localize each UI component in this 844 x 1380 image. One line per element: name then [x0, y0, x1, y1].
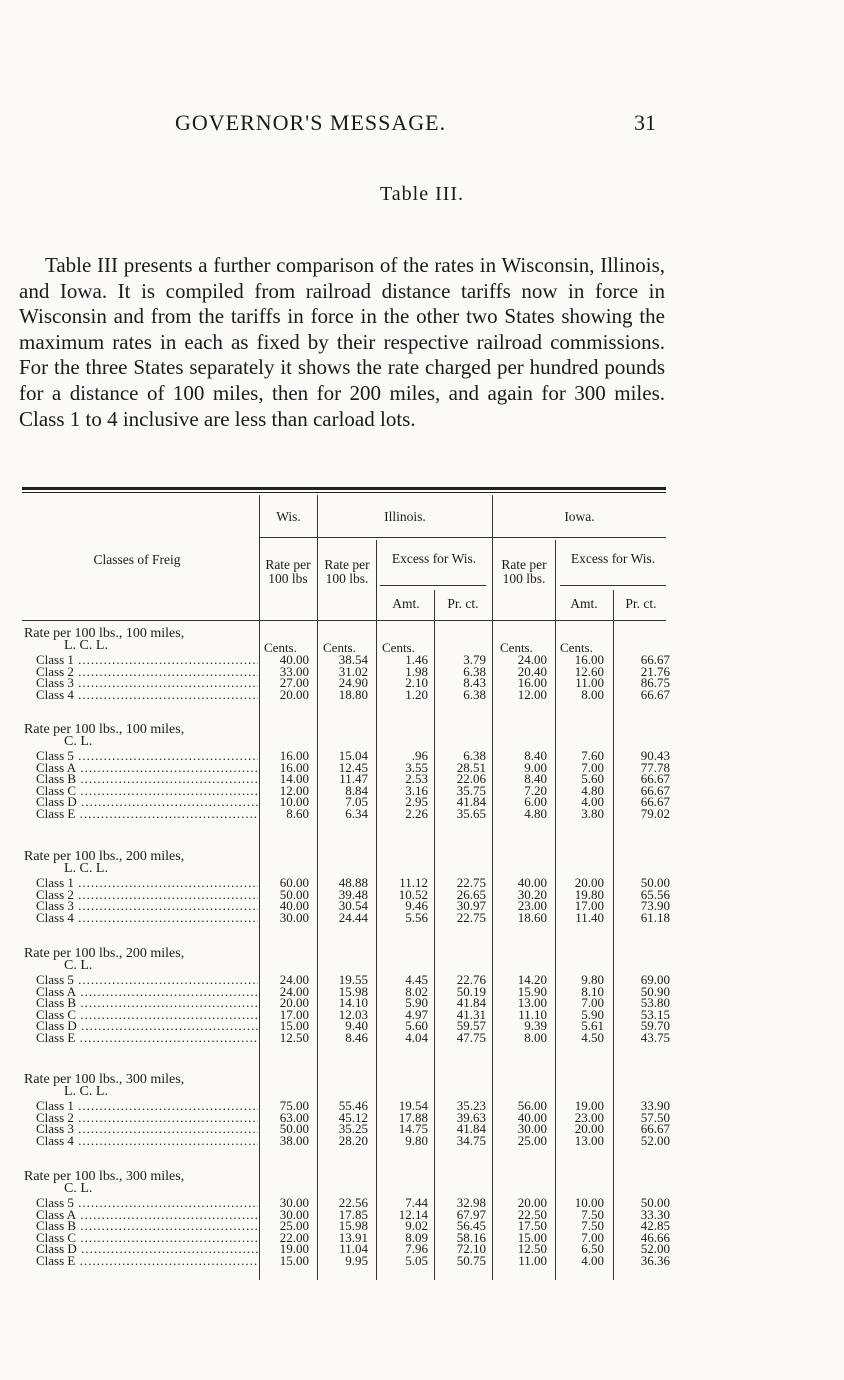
rate-cell-il: 28.20 [338, 1132, 368, 1148]
rate-cell-ia: 30.20 [517, 886, 547, 902]
rate-cell-il-amt: 9.46 [405, 898, 428, 914]
rate-cell-il: 38.54 [338, 652, 368, 667]
rate-cell-il-pct: 26.65 [456, 886, 486, 902]
freight-class-label: Class C ..... [36, 785, 258, 797]
header-rule [560, 585, 666, 586]
rate-cell-il-amt: 2.26 [405, 806, 428, 821]
section-label-line: L. C. L. [64, 1084, 108, 1099]
rate-cell-ia: 12.00 [517, 686, 547, 702]
rate-cell-il-pct: 30.97 [456, 898, 486, 914]
rate-cell-ia-amt: 7.50 [581, 1206, 604, 1222]
section-label-line: L. C. L. [64, 861, 108, 876]
rate-cell-il-pct: 41.84 [456, 995, 486, 1011]
rate-cell-ia-amt: 17.00 [574, 898, 604, 914]
freight-class-label: Class 3 ..... [36, 677, 258, 689]
rate-cell-il-pct: 22.75 [456, 875, 486, 890]
rate-cell-il-pct: 6.38 [463, 686, 486, 702]
rate-cell-il-pct: 6.38 [463, 663, 486, 679]
rate-cell-wis: 16.00 [279, 759, 309, 775]
rate-cell-il-amt: 5.90 [405, 995, 428, 1011]
table-row [0, 1032, 844, 1044]
rate-cell-wis: 8.60 [286, 806, 309, 821]
rate-cell-ia-amt: 4.00 [581, 1253, 604, 1268]
freight-class-label: Class C ..... [36, 1232, 258, 1244]
section-label-line: Rate per 100 lbs., 300 miles, [24, 1169, 185, 1184]
rate-cell-il-pct: 41.84 [456, 794, 486, 810]
rate-cell-ia-pct: 66.67 [640, 686, 670, 702]
rate-cell-wis: 40.00 [279, 652, 309, 667]
rate-cell-ia: 7.20 [524, 782, 547, 798]
section-label [24, 724, 184, 748]
illinois-rate-header: Rate per 100 lbs. [324, 557, 370, 586]
rate-cell-ia: 40.00 [517, 1109, 547, 1125]
rate-cell-ia: 8.00 [524, 1030, 547, 1045]
rate-cell-wis: 14.00 [279, 771, 309, 787]
rate-cell-wis: 30.00 [279, 1206, 309, 1222]
rate-cell-ia: 4.80 [524, 806, 547, 821]
freight-class-label: Class 4 ..... [36, 912, 258, 924]
rate-cell-il-amt: 7.96 [405, 1241, 428, 1257]
rate-cell-wis: 24.00 [279, 972, 309, 987]
rate-cell-il: 15.04 [338, 748, 368, 763]
wis-rate-header: Rate per 100 lbs [265, 557, 311, 586]
iowa-amt-header: Amt. [570, 596, 598, 611]
rate-cell-ia: 9.00 [524, 759, 547, 775]
rate-cell-ia-amt: 23.00 [574, 1109, 604, 1125]
rate-cell-ia: 17.50 [517, 1218, 547, 1234]
section-label-line: Rate per 100 lbs., 300 miles, [24, 1072, 185, 1087]
rate-cell-wis: 27.00 [279, 675, 309, 691]
rate-cell-ia-pct: 50.90 [640, 983, 670, 999]
rate-cell-ia-amt: 20.00 [574, 1121, 604, 1137]
section-label [24, 1171, 184, 1195]
rate-cell-ia: 24.00 [517, 652, 547, 667]
rate-cell-ia-amt: 19.00 [574, 1098, 604, 1113]
rate-cell-ia-pct: 57.50 [640, 1109, 670, 1125]
rate-cell-il: 11.47 [339, 771, 368, 787]
rate-cell-il-amt: 4.45 [405, 972, 428, 987]
rate-cell-il-pct: 50.19 [456, 983, 486, 999]
rate-cell-il-amt: 3.16 [405, 782, 428, 798]
rate-cell-ia-pct: 69.00 [640, 972, 670, 987]
rate-cell-il: 14.10 [338, 995, 368, 1011]
rate-cell-ia: 18.60 [517, 909, 547, 925]
rate-cell-ia: 9.39 [524, 1018, 547, 1034]
rate-cell-il: 45.12 [338, 1109, 368, 1125]
section-label [24, 628, 184, 652]
freight-class-label: Class 4 ..... [36, 1135, 258, 1147]
rate-cell-il-pct: 47.75 [456, 1030, 486, 1045]
rate-cell-ia-amt: 7.60 [581, 748, 604, 763]
rate-cell-wis: 16.00 [279, 748, 309, 763]
rate-cell-wis: 15.00 [279, 1253, 309, 1268]
running-title: GOVERNOR'S MESSAGE. [175, 110, 447, 135]
rate-cell-il-amt: 9.02 [405, 1218, 428, 1234]
freight-class-label: Class B ..... [36, 997, 258, 1009]
rate-cell-ia-amt: 7.00 [581, 759, 604, 775]
rate-cell-ia-pct: 90.43 [640, 748, 670, 763]
rate-cell-il: 12.45 [338, 759, 368, 775]
section-label [24, 1074, 184, 1098]
rate-cell-ia: 15.00 [517, 1229, 547, 1245]
header-rule [380, 585, 486, 586]
rate-cell-il-amt: 1.46 [405, 652, 428, 667]
rate-cell-ia-pct: 66.67 [640, 1121, 670, 1137]
rate-cell-ia-pct: 77.78 [640, 759, 670, 775]
freight-class-label: Class D ..... [36, 1020, 258, 1032]
freight-class-label: Class 3 ..... [36, 900, 258, 912]
rate-cell-il-pct: 32.98 [456, 1195, 486, 1210]
cents-unit-label: Cents. [560, 640, 593, 655]
rate-cell-ia: 15.90 [517, 983, 547, 999]
rate-cell-il-pct: 3.79 [463, 652, 486, 667]
illinois-excess-header: Excess for Wis. [391, 551, 477, 566]
rate-cell-ia: 20.40 [517, 663, 547, 679]
rate-cell-ia-amt: 11.40 [575, 909, 604, 925]
section-label-line: L. C. L. [64, 638, 108, 653]
iowa-pct-header: Pr. ct. [625, 596, 657, 611]
rate-cell-il-amt: 14.75 [398, 1121, 428, 1137]
rate-cell-ia-amt: 6.50 [581, 1241, 604, 1257]
header-bottom-rule [22, 620, 666, 621]
rate-cell-il: 39.48 [338, 886, 368, 902]
rate-cell-il-amt: 8.02 [405, 983, 428, 999]
rate-cell-il: 15.98 [338, 983, 368, 999]
rate-cell-il: 22.56 [338, 1195, 368, 1210]
freight-class-label: Class 4 ..... [36, 689, 258, 701]
rate-cell-ia-amt: 7.50 [581, 1218, 604, 1234]
illinois-amt-header: Amt. [392, 596, 420, 611]
page-number: 31 [634, 110, 656, 135]
freight-class-label: Class D ..... [36, 796, 258, 808]
table-row [0, 1132, 844, 1148]
rate-cell-ia-amt: 16.00 [574, 652, 604, 667]
freight-class-label: Class D ..... [36, 1243, 258, 1255]
rate-cell-ia-amt: 5.60 [581, 771, 604, 787]
rate-cell-il-amt: 4.04 [405, 1030, 428, 1045]
rate-cell-il-amt: 11.12 [399, 875, 428, 890]
section-label-line: C. L. [64, 958, 93, 973]
illinois-pct-header: Pr. ct. [447, 596, 479, 611]
rate-cell-ia: 16.00 [517, 675, 547, 691]
rate-cell-il-amt: 19.54 [398, 1098, 428, 1113]
rate-cell-il: 19.55 [338, 972, 368, 987]
rate-cell-ia-pct: 59.70 [640, 1018, 670, 1034]
rate-cell-wis: 63.00 [279, 1109, 309, 1125]
rate-cell-ia-pct: 33.90 [640, 1098, 670, 1113]
rate-cell-wis: 40.00 [279, 898, 309, 914]
rate-cell-il: 17.85 [338, 1206, 368, 1222]
rate-cell-ia: 30.00 [517, 1121, 547, 1137]
wis-header: Wis. [276, 509, 301, 524]
freight-class-label: Class 1 ..... [36, 654, 258, 666]
rate-cell-ia-pct: 73.90 [640, 898, 670, 914]
rate-cell-ia-pct: 86.75 [640, 675, 670, 691]
section-label-line: C. L. [64, 734, 93, 749]
rate-cell-ia-pct: 42.85 [640, 1218, 670, 1234]
rate-cell-il: 24.44 [338, 909, 368, 925]
freight-class-label: Class 3 ..... [36, 1123, 258, 1135]
rate-cell-ia-pct: 66.67 [640, 652, 670, 667]
iowa-excess-header: Excess for Wis. [570, 551, 656, 566]
rate-cell-il: 13.91 [338, 1229, 368, 1245]
rate-cell-wis: 24.00 [279, 983, 309, 999]
rate-cell-wis: 15.00 [279, 1018, 309, 1034]
rate-cell-il-amt: 1.20 [405, 686, 428, 702]
rate-cell-ia-amt: 7.00 [581, 1229, 604, 1245]
rate-cell-il-pct: 59.57 [456, 1018, 486, 1034]
rate-cell-wis: 20.00 [279, 995, 309, 1011]
rate-cell-il-amt: 9.80 [405, 1132, 428, 1148]
rate-cell-ia-amt: 3.80 [581, 806, 604, 821]
rate-cell-ia-amt: 5.61 [581, 1018, 604, 1034]
rate-cell-il-pct: 56.45 [456, 1218, 486, 1234]
rate-cell-ia: 25.00 [517, 1132, 547, 1148]
rate-cell-ia-amt: 9.80 [581, 972, 604, 987]
rate-cell-ia-pct: 46.66 [640, 1229, 670, 1245]
table-row [0, 808, 844, 820]
rate-cell-il-pct: 72.10 [456, 1241, 486, 1257]
rate-cell-il: 55.46 [338, 1098, 368, 1113]
rate-cell-wis: 12.50 [279, 1030, 309, 1045]
rate-cell-wis: 30.00 [279, 909, 309, 925]
rate-cell-ia-pct: 66.67 [640, 771, 670, 787]
table-row [0, 909, 844, 925]
cents-unit-label: Cents. [500, 640, 533, 655]
rate-cell-ia: 11.00 [518, 1253, 547, 1268]
rate-cell-il-amt: 2.95 [405, 794, 428, 810]
freight-class-label: Class C ..... [36, 1009, 258, 1021]
freight-class-label: Class E ..... [36, 1255, 258, 1267]
rate-cell-il: 24.90 [338, 675, 368, 691]
section-label-line: C. L. [64, 1181, 93, 1196]
rate-cell-wis: 75.00 [279, 1098, 309, 1113]
rate-cell-wis: 20.00 [279, 686, 309, 702]
rate-cell-ia-amt: 4.80 [581, 782, 604, 798]
rate-cell-ia-pct: 52.00 [640, 1132, 670, 1148]
rate-cell-ia-pct: 53.15 [640, 1006, 670, 1022]
rate-cell-il-pct: 35.75 [456, 782, 486, 798]
rate-cell-il-pct: 22.76 [456, 972, 486, 987]
table-row [0, 1255, 844, 1267]
rate-cell-ia-pct: 66.67 [640, 794, 670, 810]
rate-cell-ia: 20.00 [517, 1195, 547, 1210]
rate-cell-il-pct: 50.75 [456, 1253, 486, 1268]
freight-class-label: Class 2 ..... [36, 666, 258, 678]
rate-cell-wis: 50.00 [279, 886, 309, 902]
rate-cell-il: 31.02 [338, 663, 368, 679]
freight-class-label: Class 2 ..... [36, 1112, 258, 1124]
freight-class-label: Class A ..... [36, 1209, 258, 1221]
rate-cell-il-pct: 58.16 [456, 1229, 486, 1245]
rate-cell-il-pct: 41.84 [456, 1121, 486, 1137]
rate-cell-il-amt: 8.09 [405, 1229, 428, 1245]
table-top-rule-thin [22, 492, 666, 493]
section-label [24, 851, 184, 875]
rate-cell-ia: 6.00 [524, 794, 547, 810]
rate-cell-wis: 12.00 [279, 782, 309, 798]
illinois-header: Illinois. [384, 509, 426, 524]
rate-cell-ia: 56.00 [517, 1098, 547, 1113]
rate-cell-il-amt: 2.53 [405, 771, 428, 787]
rate-cell-ia: 12.50 [517, 1241, 547, 1257]
freight-class-label: Class E ..... [36, 1032, 258, 1044]
rate-cell-ia: 22.50 [517, 1206, 547, 1222]
rate-cell-il-pct: 35.65 [456, 806, 486, 821]
header-rule [260, 537, 666, 538]
rate-cell-il-amt: 17.88 [398, 1109, 428, 1125]
rate-cell-ia-amt: 12.60 [574, 663, 604, 679]
rate-cell-il-pct: 22.75 [456, 909, 486, 925]
table-top-rule [22, 487, 666, 490]
rate-cell-ia-amt: 10.00 [574, 1195, 604, 1210]
iowa-rate-header: Rate per 100 lbs. [501, 557, 547, 586]
rate-cell-ia: 14.20 [517, 972, 547, 987]
cents-unit-label: Cents. [323, 640, 356, 655]
rate-cell-il-amt: 1.98 [405, 663, 428, 679]
rate-cell-wis: 50.00 [279, 1121, 309, 1137]
rate-cell-ia-amt: 7.00 [581, 995, 604, 1011]
rate-cell-ia-pct: 52.00 [640, 1241, 670, 1257]
classes-header: Classes of Freig [93, 552, 181, 567]
rate-cell-il: 48.88 [338, 875, 368, 890]
rate-cell-ia-amt: 8.10 [581, 983, 604, 999]
freight-class-label: Class A ..... [36, 762, 258, 774]
rate-cell-il: 30.54 [338, 898, 368, 914]
rate-cell-ia-amt: 11.00 [575, 675, 604, 691]
rate-cell-ia-amt: 4.50 [581, 1030, 604, 1045]
rate-cell-il: 9.40 [345, 1018, 368, 1034]
rate-cell-ia-amt: 13.00 [574, 1132, 604, 1148]
rate-cell-ia-amt: 4.00 [581, 794, 604, 810]
rate-cell-il-amt: 2.10 [405, 675, 428, 691]
rate-cell-il: 6.34 [345, 806, 368, 821]
rate-cell-il-pct: 67.97 [456, 1206, 486, 1222]
cents-unit-label: Cents. [382, 640, 415, 655]
section-label-line: Rate per 100 lbs., 200 miles, [24, 946, 185, 961]
rate-cell-wis: 38.00 [279, 1132, 309, 1148]
freight-class-label: Class 2 ..... [36, 889, 258, 901]
rate-cell-ia-pct: 50.00 [640, 1195, 670, 1210]
rate-cell-ia-pct: 43.75 [640, 1030, 670, 1045]
rate-cell-il-pct: 8.43 [463, 675, 486, 691]
rate-cell-ia-amt: 5.90 [581, 1006, 604, 1022]
rate-cell-wis: 22.00 [279, 1229, 309, 1245]
rate-cell-wis: 19.00 [279, 1241, 309, 1257]
intro-paragraph: Table III presents a further comparison of the rates in Wisconsin, Illinois, and Iowa. It is compiled from railroad distance tariffs now in force in Wisconsin and from the tariffs in force in the other two States showing the maximum rates in each as fixed by their respective railroad commissions. For the three States separately it shows the rate charged per hundred pounds for a distance of 100 miles, then for 200 miles, and again for 300 miles. Class 1 to 4 inclusive are less than carload lots. [19, 253, 665, 431]
freight-class-label: Class 5 ..... [36, 974, 258, 986]
rate-cell-il: 18.80 [338, 686, 368, 702]
table-title: Table III. [379, 183, 465, 205]
rate-cell-il-pct: 6.38 [463, 748, 486, 763]
rate-cell-il: 12.03 [338, 1006, 368, 1022]
section-label-line: Rate per 100 lbs., 100 miles, [24, 626, 185, 641]
rate-cell-il: 7.05 [345, 794, 368, 810]
rate-cell-il-pct: 39.63 [456, 1109, 486, 1125]
rate-cell-il: 8.84 [345, 782, 368, 798]
rate-cell-il-pct: 34.75 [456, 1132, 486, 1148]
rate-cell-ia-pct: 33.30 [640, 1206, 670, 1222]
rate-cell-ia: 23.00 [517, 898, 547, 914]
rate-cell-il: 35.25 [338, 1121, 368, 1137]
rate-cell-ia: 11.10 [518, 1006, 547, 1022]
rate-cell-il-amt: 4.97 [405, 1006, 428, 1022]
rate-cell-ia-amt: 20.00 [574, 875, 604, 890]
freight-class-label: Class B ..... [36, 773, 258, 785]
rate-cell-il: 9.95 [345, 1253, 368, 1268]
cents-unit-label: Cents. [264, 640, 297, 655]
rate-cell-il-amt: 7.44 [405, 1195, 428, 1210]
rate-cell-ia-pct: 50.00 [640, 875, 670, 890]
rate-cell-wis: 25.00 [279, 1218, 309, 1234]
rate-cell-ia: 40.00 [517, 875, 547, 890]
rate-cell-il-pct: 28.51 [456, 759, 486, 775]
freight-class-label: Class B ..... [36, 1220, 258, 1232]
rate-cell-il: 8.46 [345, 1030, 368, 1045]
rate-cell-il: 15.98 [338, 1218, 368, 1234]
rate-cell-il-pct: 35.23 [456, 1098, 486, 1113]
rate-cell-il-amt: 5.56 [405, 909, 428, 925]
rate-cell-wis: 60.00 [279, 875, 309, 890]
freight-class-label: Class 1 ..... [36, 1100, 258, 1112]
rate-cell-ia: 8.40 [524, 748, 547, 763]
section-label-line: Rate per 100 lbs., 200 miles, [24, 849, 185, 864]
table-row [0, 686, 844, 702]
rate-cell-ia: 13.00 [517, 995, 547, 1011]
freight-class-label: Class 5 ..... [36, 750, 258, 762]
rate-cell-il-pct: 22.06 [456, 771, 486, 787]
rate-cell-il-amt: 5.05 [405, 1253, 428, 1268]
rate-cell-ia-pct: 79.02 [640, 806, 670, 821]
rate-cell-ia: 8.40 [524, 771, 547, 787]
rate-cell-il-amt: 3.55 [405, 759, 428, 775]
rate-cell-il-amt: 10.52 [398, 886, 428, 902]
rate-cell-ia-pct: 65.56 [640, 886, 670, 902]
rate-cell-wis: 33.00 [279, 663, 309, 679]
rate-cell-il-amt: .96 [411, 748, 428, 763]
rate-cell-il-pct: 41.31 [456, 1006, 486, 1022]
rate-cell-wis: 10.00 [279, 794, 309, 810]
iowa-header: Iowa. [564, 509, 595, 524]
rate-cell-wis: 30.00 [279, 1195, 309, 1210]
section-label [24, 948, 184, 972]
freight-class-label: Class 1 ..... [36, 877, 258, 889]
rate-cell-wis: 17.00 [279, 1006, 309, 1022]
rate-cell-ia-pct: 53.80 [640, 995, 670, 1011]
rate-cell-ia-amt: 19.80 [574, 886, 604, 902]
section-label-line: Rate per 100 lbs., 100 miles, [24, 722, 185, 737]
page-header [0, 110, 844, 140]
rate-cell-il-amt: 5.60 [405, 1018, 428, 1034]
rate-cell-il-amt: 12.14 [398, 1206, 428, 1222]
freight-class-label: Class 5 ..... [36, 1197, 258, 1209]
rate-cell-ia-pct: 36.36 [640, 1253, 670, 1268]
rate-cell-ia-pct: 21.76 [640, 663, 670, 679]
rate-cell-il: 11.04 [339, 1241, 368, 1257]
rate-cell-ia-pct: 66.67 [640, 782, 670, 798]
freight-class-label: Class A ..... [36, 986, 258, 998]
rate-cell-ia-amt: 8.00 [581, 686, 604, 702]
freight-class-label: Class E ..... [36, 808, 258, 820]
rate-cell-ia-pct: 61.18 [640, 909, 670, 925]
